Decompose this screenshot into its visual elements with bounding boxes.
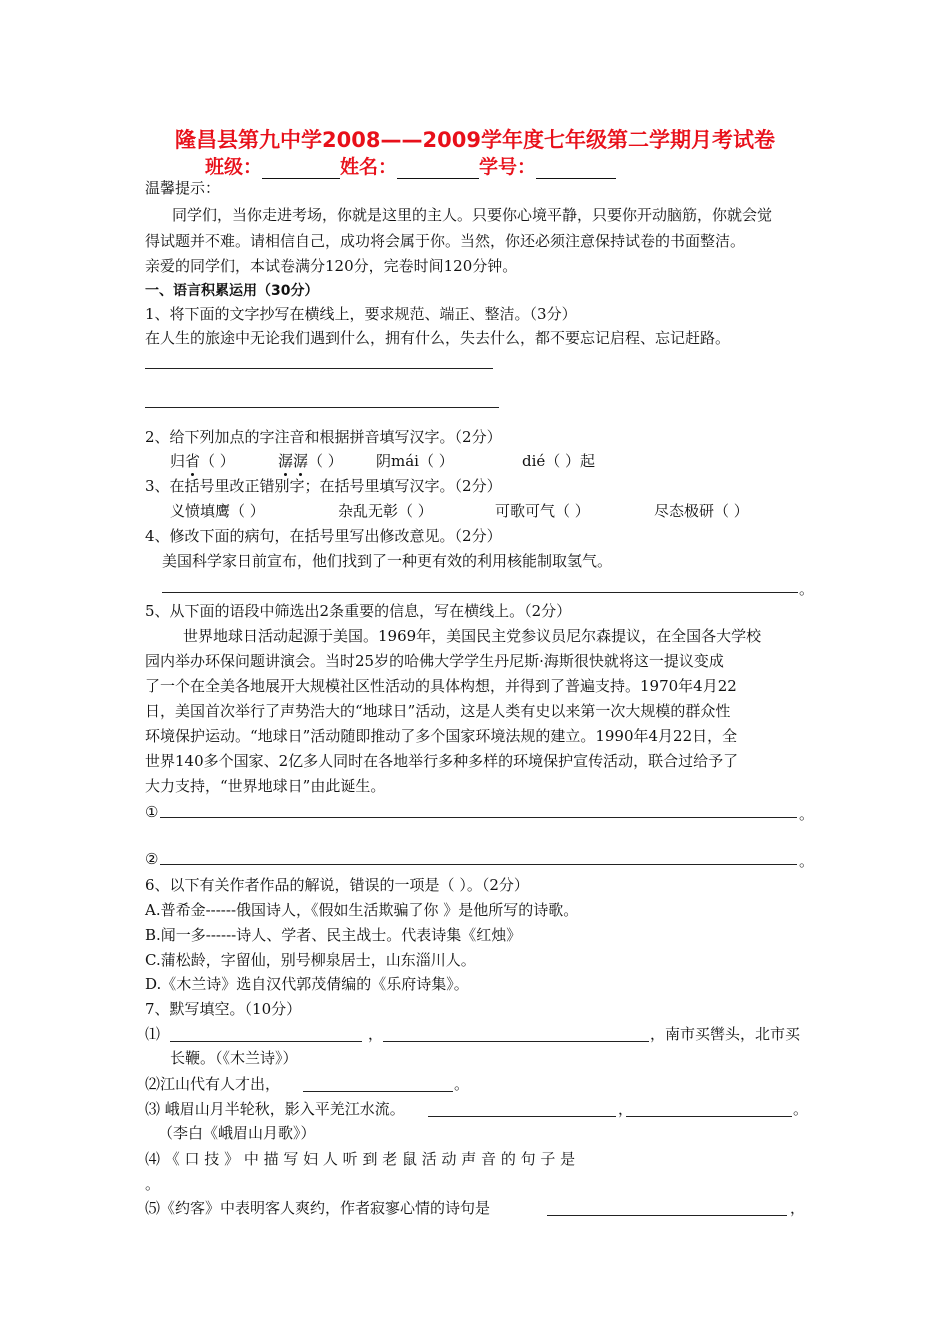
q6-option-c: C.蒲松龄，字留仙，别号柳泉居士，山东淄川人。 bbox=[145, 951, 476, 969]
q6-option-a: A.普希金------俄国诗人，《假如生活欺骗了你 》是他所写的诗歌。 bbox=[145, 901, 579, 919]
q2-item-4: dié（ ）起 bbox=[522, 452, 596, 470]
q1-text: 在人生的旅途中无论我们遇到什么，拥有什么，失去什么，都不要忘记启程、忘记赶路。 bbox=[145, 329, 731, 347]
q7-item-5: ⑸《约客》中表明客人爽约，作者寂寥心情的诗句是 bbox=[145, 1199, 491, 1217]
tips-line-2: 得试题并不难。请相信自己，成功将会属于你。当然，你还必须注意保持试卷的书面整洁。 bbox=[145, 232, 746, 250]
q7-item-1-blank-1[interactable] bbox=[170, 1041, 362, 1042]
q7-item-3-blank-2[interactable] bbox=[626, 1116, 792, 1117]
name-blank[interactable] bbox=[397, 158, 479, 179]
id-blank[interactable] bbox=[536, 158, 616, 179]
q6-stem: 6、以下有关作者作品的解说，错误的一项是（ ）。（2分） bbox=[145, 876, 529, 894]
q5-answer-line-2[interactable] bbox=[160, 864, 797, 865]
q7-item-3-comma: ， bbox=[618, 1100, 634, 1118]
id-label: 学号： bbox=[479, 156, 537, 178]
q1-stem: 1、将下面的文字抄写在横线上，要求规范、端正、整洁。（3分） bbox=[145, 305, 577, 323]
tips-line-3: 亲爱的同学们，本试卷满分120分，完卷时间120分钟。 bbox=[145, 257, 518, 275]
q3-stem: 3、在括号里改正错别字；在括号里填写汉字。（2分） bbox=[145, 477, 502, 495]
q7-item-3: ⑶ 峨眉山月半轮秋，影入平羌江水流。 bbox=[145, 1100, 405, 1118]
q5-marker-2: ② bbox=[145, 850, 159, 868]
q3-item-1: 义愤填鹰（ ） bbox=[170, 502, 265, 520]
class-blank[interactable] bbox=[262, 158, 340, 179]
q6-option-b: B.闻一多------诗人、学者、民主战士。代表诗集《红烛》 bbox=[145, 926, 522, 944]
q5-passage-4: 日，美国首次举行了声势浩大的“地球日”活动，这是人类有史以来第一次大规模的群众性 bbox=[145, 702, 731, 720]
q5-stem: 5、从下面的语段中筛选出2条重要的信息，写在横线上。（2分） bbox=[145, 602, 572, 620]
q2-stem: 2、给下列加点的字注音和根据拼音填写汉字。（2分） bbox=[145, 428, 502, 446]
q5-passage-7: 大力支持，“世界地球日”由此诞生。 bbox=[145, 777, 386, 795]
q5-passage-2: 园内举办环保问题讲演会。当时25岁的哈佛大学学生丹尼斯·海斯很快就将这一提议变成 bbox=[145, 652, 724, 670]
q4-sentence: 美国科学家日前宣布，他们找到了一种更有效的利用核能制取氢气。 bbox=[162, 552, 613, 570]
section-1-heading: 一、语言积累运用（30分） bbox=[145, 283, 319, 299]
q3-item-3: 可歌可气（ ） bbox=[495, 502, 590, 520]
q5-passage-1: 世界地球日活动起源于美国。1969年，美国民主党参议员尼尔森提议，在全国各大学校 bbox=[183, 627, 762, 645]
q5-end-1: 。 bbox=[799, 805, 815, 823]
q7-item-1-tail: ，南市买辔头，北市买 bbox=[650, 1025, 801, 1043]
q7-item-5-blank[interactable] bbox=[547, 1215, 787, 1216]
q4-end: 。 bbox=[799, 580, 815, 598]
q7-item-2-blank[interactable] bbox=[303, 1091, 453, 1092]
q5-marker-1: ① bbox=[145, 803, 159, 821]
q7-item-4-end: 。 bbox=[145, 1175, 161, 1193]
q5-answer-line-1[interactable] bbox=[160, 817, 797, 818]
q4-stem: 4、修改下面的病句，在括号里写出修改意见。（2分） bbox=[145, 527, 502, 545]
q7-item-5-end: ， bbox=[790, 1199, 806, 1217]
q7-item-2: ⑵江山代有人才出， bbox=[145, 1075, 281, 1093]
q2-item-2: 潺潺（ ） bbox=[278, 452, 343, 470]
q1-answer-line-2[interactable] bbox=[145, 407, 499, 408]
q7-item-2-end: 。 bbox=[454, 1075, 470, 1093]
q3-item-4: 尽态极研（ ） bbox=[654, 502, 749, 520]
q3-item-2: 杂乱无彰（ ） bbox=[338, 502, 433, 520]
q7-item-1-comma: ， bbox=[368, 1025, 384, 1043]
q7-item-1-blank-2[interactable] bbox=[383, 1041, 649, 1042]
q7-item-4: ⑷ 《 口 技 》 中 描 写 妇 人 听 到 老 鼠 活 动 声 音 的 句 子 是 bbox=[145, 1150, 576, 1168]
q1-answer-line-1[interactable] bbox=[145, 368, 493, 369]
q5-passage-5: 环境保护运动。“地球日”活动随即推动了多个国家环境法规的建立。1990年4月22日，全 bbox=[145, 727, 738, 745]
q4-answer-line[interactable] bbox=[162, 592, 798, 593]
class-label: 班级： bbox=[205, 156, 263, 178]
q7-item-1-num: ⑴ bbox=[145, 1025, 161, 1043]
q2-item-1: 归省（ ） bbox=[170, 452, 235, 470]
q5-passage-6: 世界140多个国家、2亿多人同时在各地举行多种多样的环境保护宣传活动，联合过给予了 bbox=[145, 752, 739, 770]
q7-item-1-cont: 长鞭。（《木兰诗》） bbox=[170, 1049, 298, 1067]
q7-item-3-source: （李白《峨眉山月歌》） bbox=[158, 1124, 316, 1142]
q7-item-3-end: 。 bbox=[793, 1100, 809, 1118]
name-label: 姓名： bbox=[340, 156, 398, 178]
tips-line-1: 同学们，当你走进考场，你就是这里的主人。只要你心境平静，只要你开动脑筋，你就会觉 bbox=[172, 206, 773, 224]
q2-item-3: 阴mái（ ） bbox=[376, 452, 454, 470]
q7-stem: 7、默写填空。（10分） bbox=[145, 1000, 302, 1018]
q6-option-d: D.《木兰诗》选自汉代郭茂倩编的《乐府诗集》。 bbox=[145, 975, 469, 993]
exam-title: 隆昌县第九中学2008——2009学年度七年级第二学期月考试卷 bbox=[175, 128, 775, 152]
student-info-row bbox=[205, 152, 616, 179]
q7-item-3-blank-1[interactable] bbox=[428, 1116, 616, 1117]
q5-passage-3: 了一个在全美各地展开大规模社区性活动的具体构想，并得到了普遍支持。1970年4月22 bbox=[145, 677, 737, 695]
tips-heading: 温馨提示： bbox=[145, 179, 221, 197]
q5-end-2: 。 bbox=[799, 852, 815, 870]
